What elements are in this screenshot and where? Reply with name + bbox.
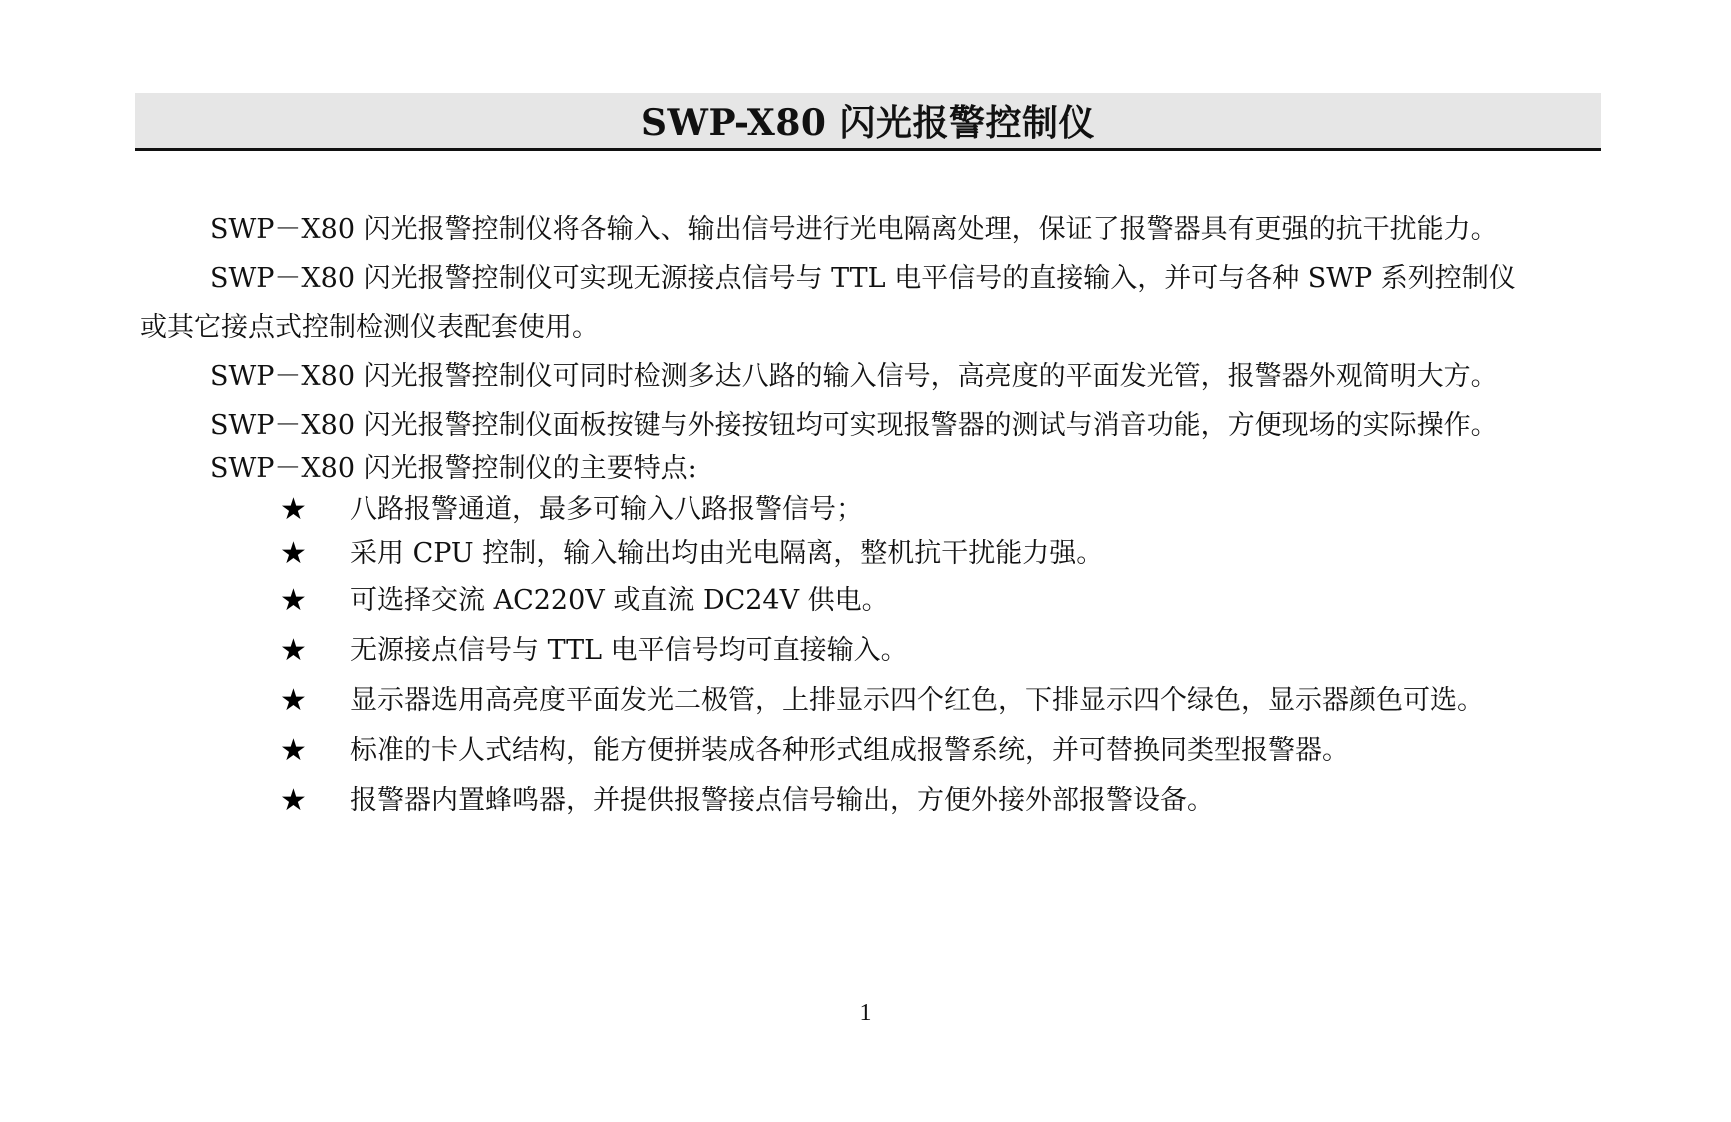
- feature-text: 采用 CPU 控制，输入输出均由光电隔离，整机抗干扰能力强。: [350, 538, 1104, 569]
- page-number: 1: [859, 1000, 872, 1026]
- paragraph-test-mute: SWP－X80 闪光报警控制仪面板按键与外接按钮均可实现报警器的测试与消音功能，方便现场的实际操作。: [210, 410, 1498, 441]
- feature-text: 可选择交流 AC220V 或直流 DC24V 供电。: [350, 585, 889, 616]
- document-title: SWP-X80 闪光报警控制仪: [641, 102, 1095, 144]
- paragraph-inputs: SWP－X80 闪光报警控制仪可实现无源接点信号与 TTL 电平信号的直接输入，并可与各种 SWP 系列控制仪: [210, 263, 1516, 294]
- star-bullet-icon: ★: [280, 492, 307, 527]
- feature-item: [140, 532, 1600, 576]
- feature-list: [140, 488, 1600, 826]
- star-bullet-icon: ★: [280, 683, 307, 718]
- feature-item: [140, 576, 1600, 626]
- feature-item: [140, 776, 1600, 826]
- feature-text: 报警器内置蜂鸣器，并提供报警接点信号输出，方便外接外部报警设备。: [350, 785, 1214, 816]
- feature-item: [140, 626, 1600, 676]
- star-bullet-icon: ★: [280, 783, 307, 818]
- paragraph-detection: SWP－X80 闪光报警控制仪可同时检测多达八路的输入信号，高亮度的平面发光管，报警器外观简明大方。: [210, 361, 1498, 392]
- star-bullet-icon: ★: [280, 633, 307, 668]
- star-bullet-icon: ★: [280, 536, 307, 571]
- feature-text: 标准的卡人式结构，能方便拼装成各种形式组成报警系统，并可替换同类型报警器。: [350, 735, 1349, 766]
- paragraph-inputs-continued: 或其它接点式控制检测仪表配套使用。: [140, 312, 599, 343]
- feature-text: 显示器选用高亮度平面发光二极管，上排显示四个红色，下排显示四个绿色，显示器颜色可选。: [350, 685, 1484, 716]
- paragraph-features-heading: SWP－X80 闪光报警控制仪的主要特点:: [210, 453, 697, 484]
- document-body: [140, 205, 1600, 826]
- feature-text: 八路报警通道，最多可输入八路报警信号；: [350, 494, 863, 525]
- feature-item: [140, 676, 1600, 726]
- star-bullet-icon: ★: [280, 583, 307, 618]
- paragraph-intro: SWP－X80 闪光报警控制仪将各输入、输出信号进行光电隔离处理，保证了报警器具有更强的抗干扰能力。: [210, 214, 1498, 245]
- feature-item: [140, 726, 1600, 776]
- feature-text: 无源接点信号与 TTL 电平信号均可直接输入。: [350, 635, 908, 666]
- feature-item: [140, 488, 1600, 532]
- star-bullet-icon: ★: [280, 733, 307, 768]
- title-bar: [135, 93, 1601, 151]
